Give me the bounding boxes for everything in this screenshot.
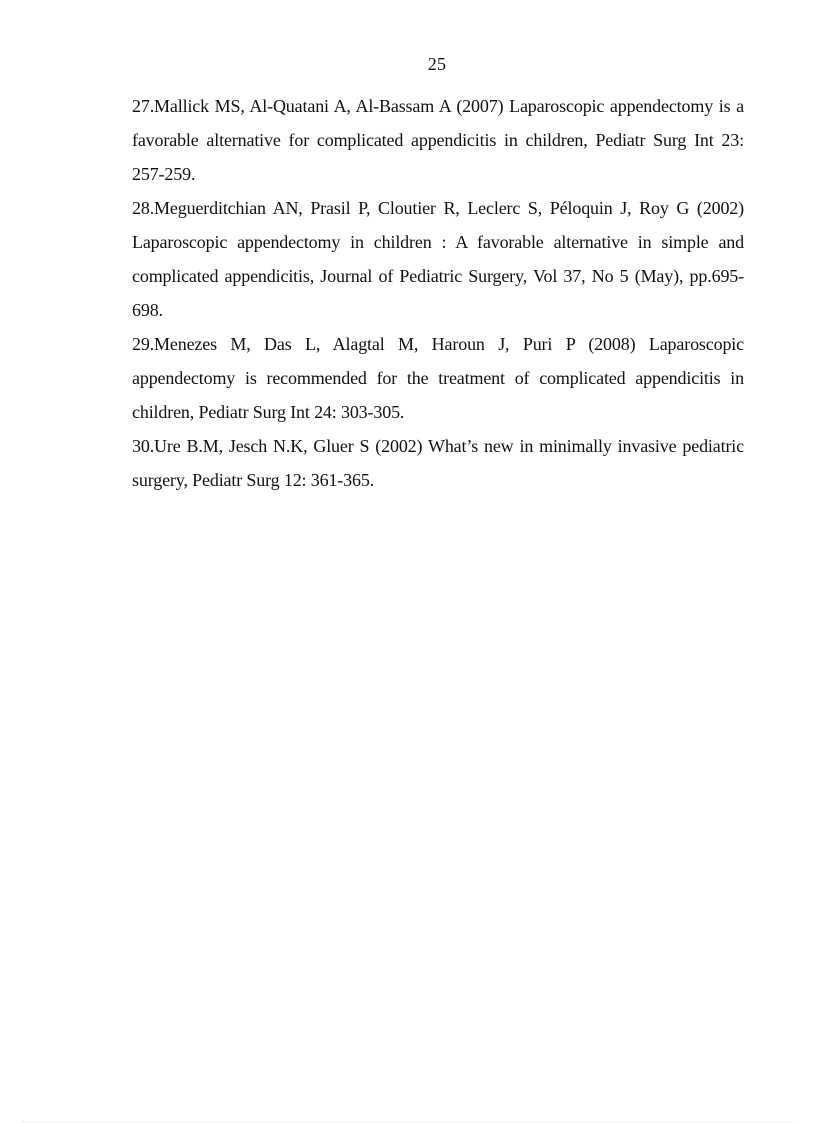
reference-list (132, 89, 744, 497)
reference-entry-29: 29.Menezes M, Das L, Alagtal M, Haroun J, Puri P (2008) Laparoscopic appendectomy is recommended for the treatment of complicated appendicitis in children, Pediatr Surg Int 24: 303-305. (132, 334, 744, 422)
reference-entry-28: 28.Meguerditchian AN, Prasil P, Cloutier R, Leclerc S, Péloquin J, Roy G (2002) Laparoscopic appendectomy in children : A favorable alternative in simple and complicated appendicitis, Journal of Pediatric Surgery, Vol 37, No 5 (May), pp.695-698. (132, 198, 744, 320)
page-number: 25 (427, 54, 447, 74)
page-bottom-edge (22, 1121, 794, 1122)
reference-entry-27: 27.Mallick MS, Al-Quatani A, Al-Bassam A (2007) Laparoscopic appendectomy is a favorable alternative for complicated appendicitis in children, Pediatr Surg Int 23: 257-259. (132, 96, 744, 184)
reference-entry-30: 30.Ure B.M, Jesch N.K, Gluer S (2002) What’s new in minimally invasive pediatric surgery, Pediatr Surg 12: 361-365. (132, 436, 744, 490)
